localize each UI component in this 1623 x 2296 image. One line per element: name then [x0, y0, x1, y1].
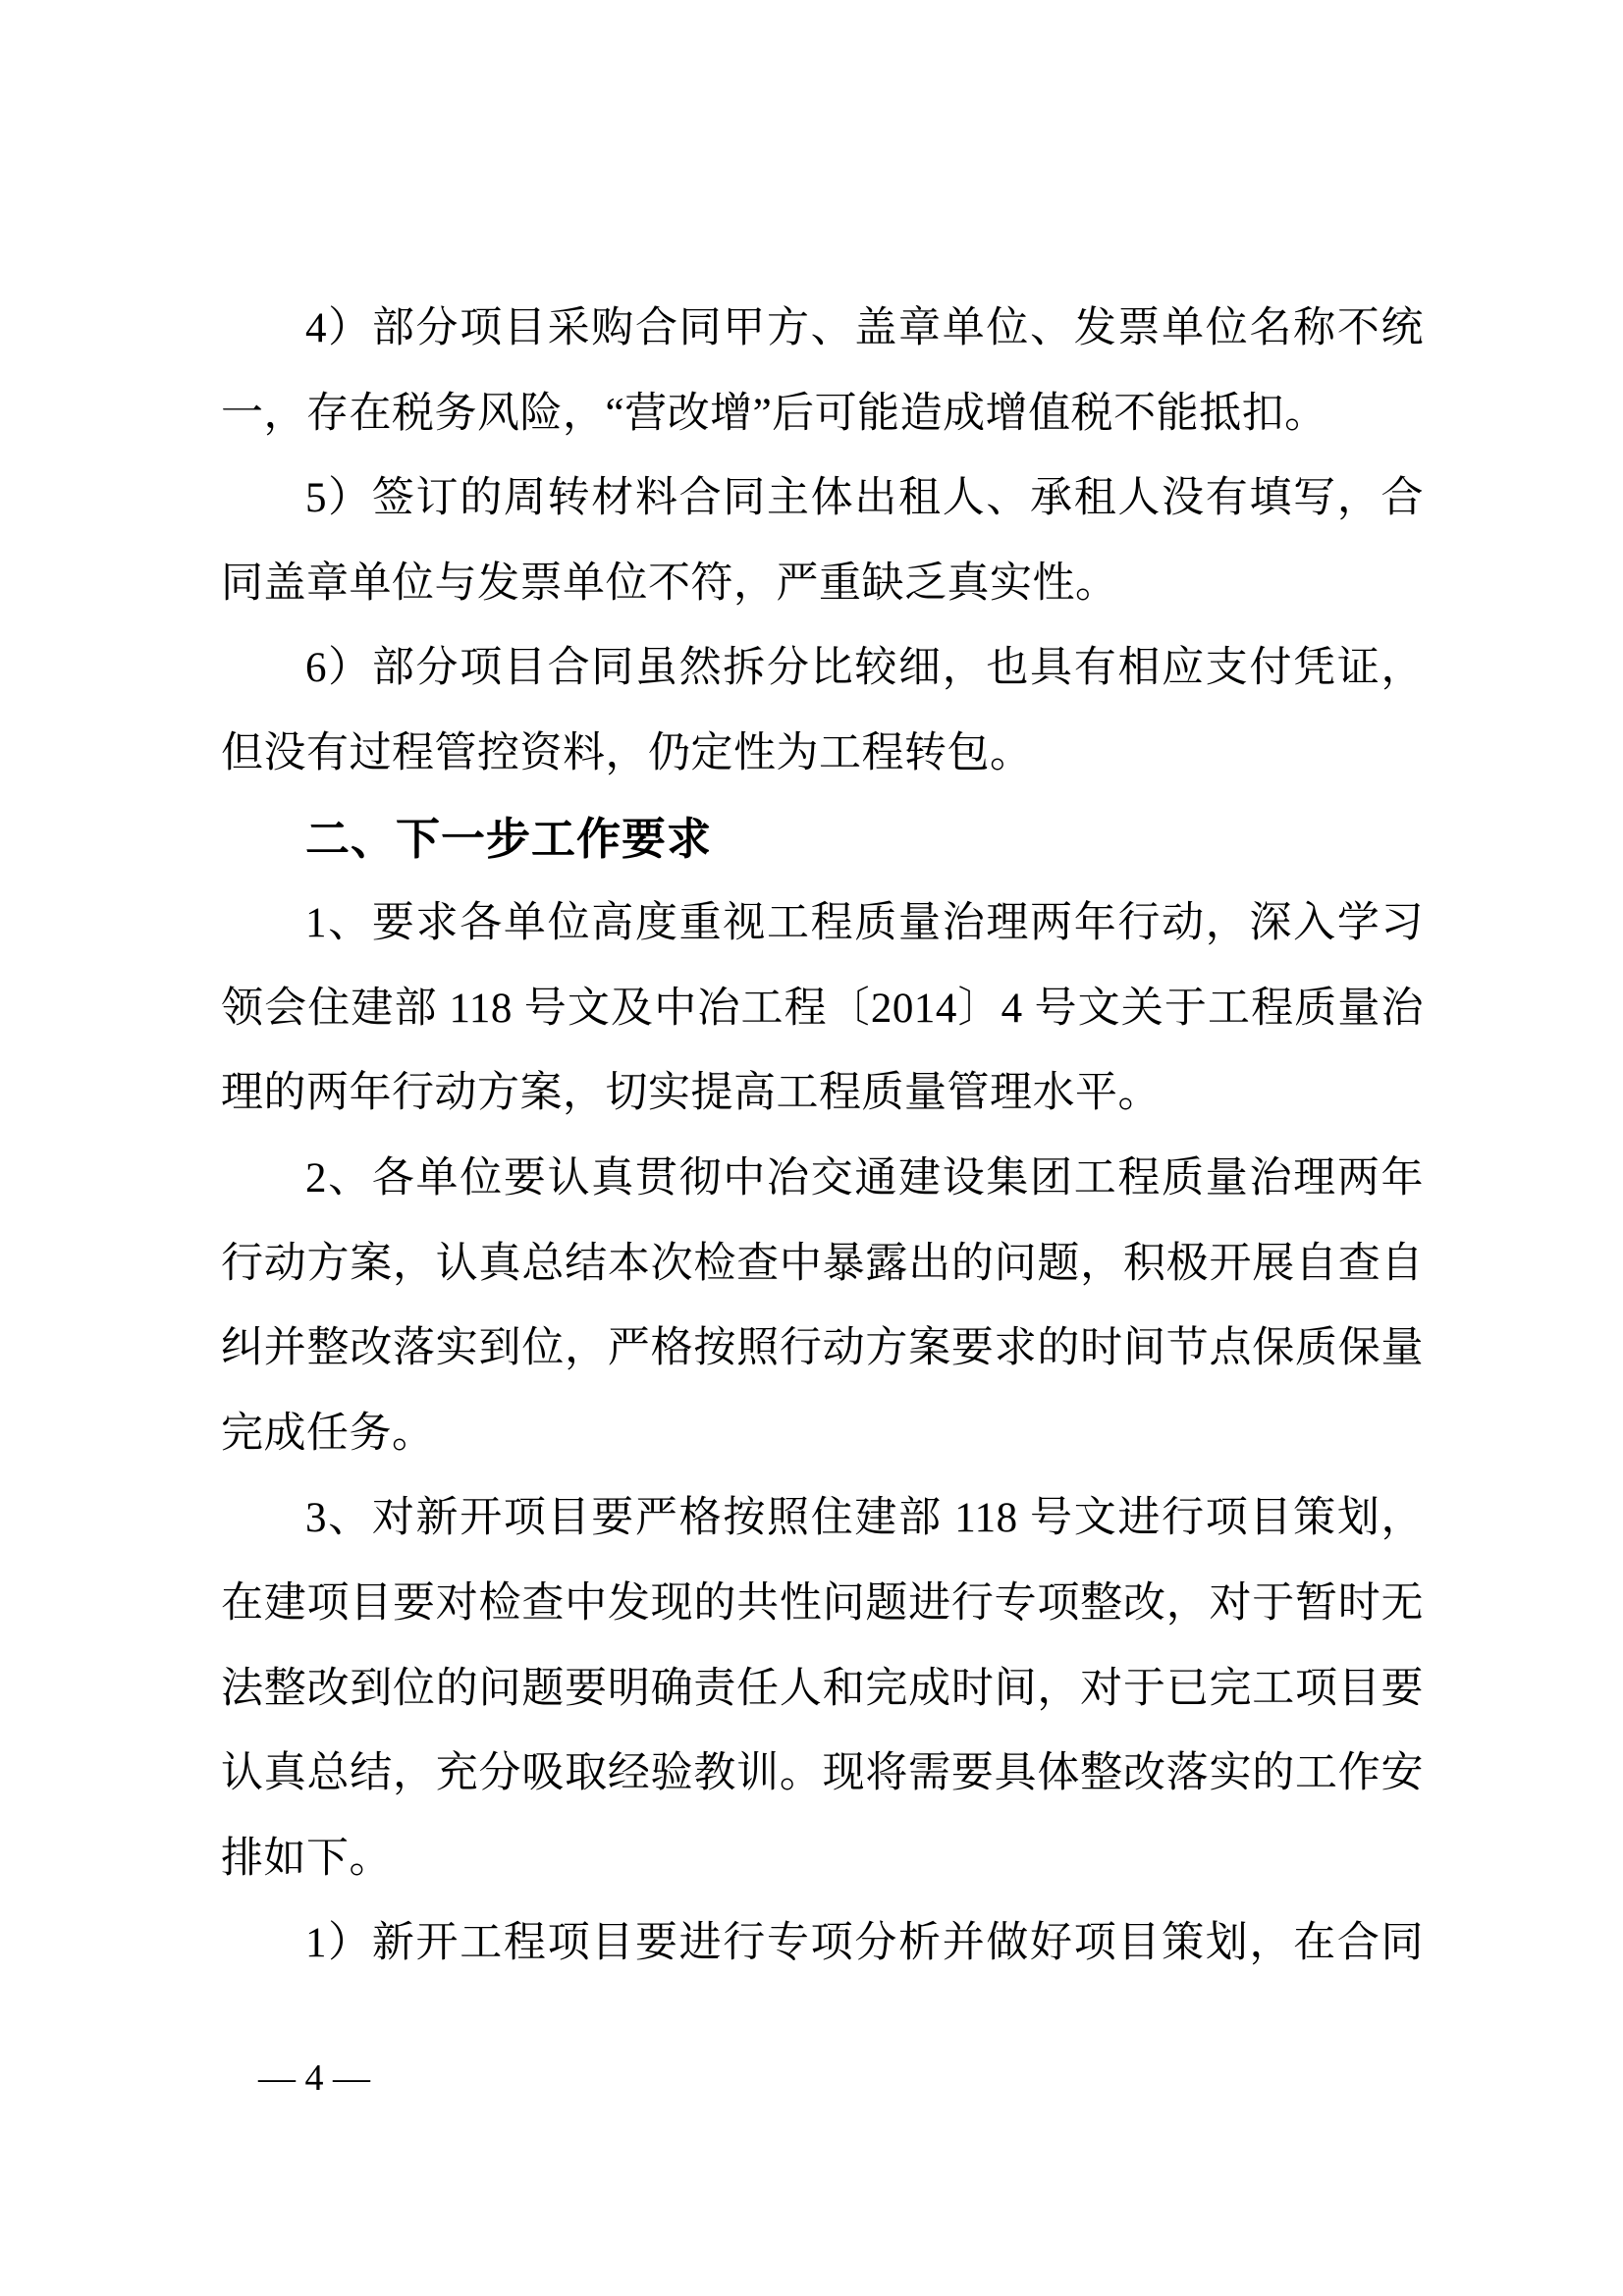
document-line: 法整改到位的问题要明确责任人和完成时间，对于已完工项目要 [221, 1665, 1424, 1712]
document-line: 同盖章单位与发票单位不符，严重缺乏真实性。 [221, 560, 1118, 607]
document-line: 理的两年行动方案，切实提高工程质量管理水平。 [221, 1070, 1161, 1117]
document-line: 完成任务。 [221, 1410, 435, 1457]
document-line: 6）部分项目合同虽然拆分比较细，也具有相应支付凭证， [305, 645, 1424, 692]
section-heading: 二、下一步工作要求 [305, 813, 713, 864]
document-line: 3、对新开项目要严格按照住建部 118 号文进行项目策划， [305, 1495, 1424, 1542]
document-line: 1、要求各单位高度重视工程质量治理两年行动，深入学习 [305, 900, 1424, 947]
document-line: 5）签订的周转材料合同主体出租人、承租人没有填写，合 [305, 475, 1424, 522]
document-line: 排如下。 [221, 1835, 392, 1882]
document-line: 领会住建部 118 号文及中冶工程〔2014〕4 号文关于工程质量治 [221, 985, 1424, 1032]
document-line: 4）部分项目采购合同甲方、盖章单位、发票单位名称不统 [305, 305, 1424, 351]
page-number: — 4 — [258, 2057, 370, 2099]
document-line: 一，存在税务风险，“营改增”后可能造成增值税不能抵扣。 [221, 390, 1327, 437]
document-line: 行动方案，认真总结本次检查中暴露出的问题，积极开展自查自 [221, 1240, 1424, 1287]
document-line: 纠并整改落实到位，严格按照行动方案要求的时间节点保质保量 [221, 1325, 1424, 1372]
document-line: 1）新开工程项目要进行专项分析并做好项目策划，在合同 [305, 1920, 1424, 1967]
document-line: 认真总结，充分吸取经验教训。现将需要具体整改落实的工作安 [221, 1750, 1424, 1797]
document-line: 在建项目要对检查中发现的共性问题进行专项整改，对于暂时无 [221, 1579, 1424, 1627]
document-line: 但没有过程管控资料，仍定性为工程转包。 [221, 729, 1033, 776]
document-body [221, 287, 1424, 1987]
document-line: 2、各单位要认真贯彻中冶交通建设集团工程质量治理两年 [305, 1154, 1424, 1201]
